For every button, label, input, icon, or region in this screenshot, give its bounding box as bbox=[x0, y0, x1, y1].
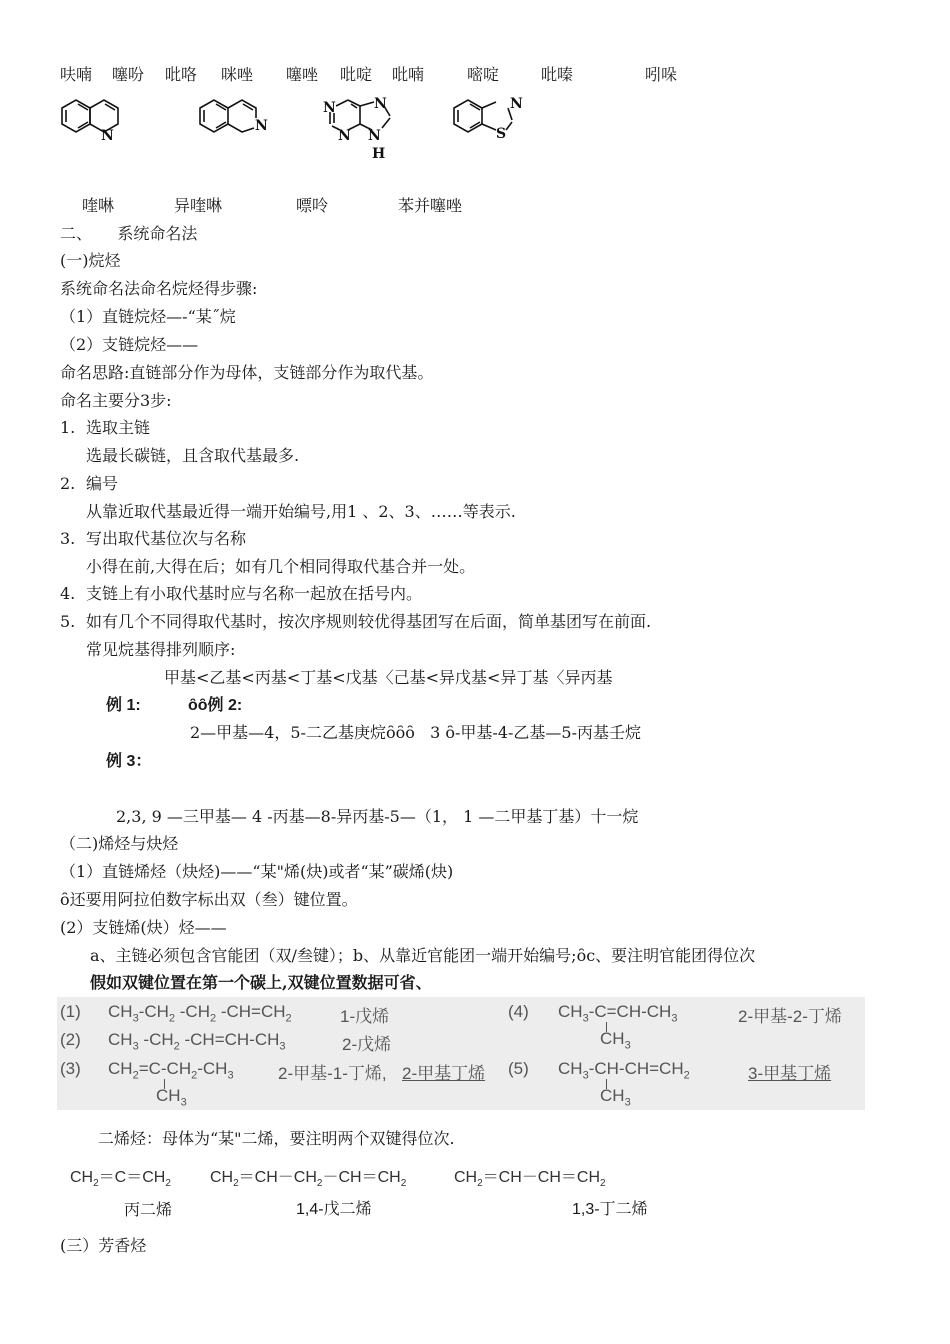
item-4-title: 支链上有小取代基时应与名称一起放在括号内。 bbox=[86, 584, 423, 603]
purine-n3: N bbox=[338, 128, 351, 144]
example-1-name: 1-戊烯 bbox=[340, 1007, 390, 1026]
item-1-num: 1. bbox=[60, 418, 76, 437]
aromatic-heading: (三）芳香烃 bbox=[60, 1236, 147, 1255]
example-3-branch-ch: CH bbox=[156, 1086, 181, 1105]
example-5-branch: $CH_3$ bbox=[600, 1086, 631, 1109]
example-1-num: (1) bbox=[60, 1002, 81, 1021]
diene-name-pentadiene: 1,4-戊二烯 bbox=[296, 1201, 372, 1218]
example-3-name: 2,3, 9 —三甲基— 4 -丙基—8-异丙基-5—（1， 1 —二甲基丁基）十一烷 bbox=[116, 807, 639, 826]
purine-n1: N bbox=[323, 100, 336, 116]
quinoline-structure bbox=[58, 96, 138, 156]
isoquinoline-structure bbox=[196, 96, 286, 156]
example-2-formula: $CH_3$ $-CH_2$ $-CH=CH-CH_3$ bbox=[108, 1030, 286, 1053]
section2-heading: 二、 系统命名法 bbox=[60, 224, 198, 243]
purine-h: H bbox=[372, 146, 386, 162]
name-thiophene: 噻吩 bbox=[112, 65, 145, 84]
naming-idea: 命名思路:直链部分作为母体，支链部分作为取代基。 bbox=[60, 363, 434, 382]
benzothiazole-n: N bbox=[510, 96, 523, 112]
alkene-rules: a、主链必须包含官能团（双/叁键）；b、从靠近官能团一端开始编号;ȏc、要注明官能团得位次 bbox=[90, 946, 756, 965]
item-2-title: 编号 bbox=[86, 474, 119, 493]
name-pyran: 吡喃 bbox=[392, 65, 425, 84]
example-5-name: 3-甲基丁烯 bbox=[748, 1064, 832, 1083]
name-pyrrole: 吡咯 bbox=[165, 65, 198, 84]
item-5-title: 如有几个不同得取代基时，按次序规则较优得基团写在后面，简单基团写在前面. bbox=[86, 612, 652, 631]
isoquinoline-n: N bbox=[255, 118, 268, 134]
example-4-branch: $CH_3$ bbox=[600, 1029, 631, 1052]
example-2-name: 2-戊烯 bbox=[342, 1035, 392, 1054]
example-4-branch-ch: CH bbox=[600, 1029, 625, 1048]
diene-formula-butadiene: $CH_2=CH-CH=CH_2$ bbox=[454, 1169, 606, 1190]
name-furan: 呋喃 bbox=[60, 65, 93, 84]
alkane-step-branched: （2）支链烷烃—— bbox=[60, 335, 199, 354]
purine-n7: N bbox=[374, 96, 387, 112]
item-5-num: 5. bbox=[60, 612, 76, 631]
example-3-label: 例 3： bbox=[106, 753, 152, 770]
example-2-label: ȏȏ例 2: bbox=[188, 697, 243, 714]
item-4-num: 4. bbox=[60, 584, 76, 603]
alkene-straight: （1）直链烯烃（炔烃)——“某"烯(炔)或者“某”碳烯(炔) bbox=[60, 862, 454, 881]
naming-main-steps: 命名主要分3步: bbox=[60, 391, 172, 410]
name-benzothiazole: 苯并噻唑 bbox=[398, 196, 463, 215]
example-5-branch-ch: CH bbox=[600, 1086, 625, 1105]
example-3-num: (3) bbox=[60, 1059, 81, 1078]
example-3-name-b: 2-甲基丁烯 bbox=[402, 1064, 486, 1083]
item-3-title: 写出取代基位次与名称 bbox=[86, 529, 247, 548]
example-3-name-a: 2-甲基-1-丁烯, bbox=[278, 1064, 387, 1083]
alkane-heading: (一)烷烃 bbox=[60, 251, 121, 270]
name-quinoline: 喹啉 bbox=[82, 196, 115, 215]
example-4-formula: $CH_3-C=CH-CH_3$ bbox=[558, 1002, 678, 1025]
alkene-heading: （二)烯烃与炔烃 bbox=[60, 834, 179, 853]
quinoline-n: N bbox=[101, 128, 114, 144]
item-5-detail: 常见烷基得排列顺序: bbox=[86, 640, 236, 659]
example-2-num: (2) bbox=[60, 1030, 81, 1049]
example-3-formula: $CH_2=C-CH_2-CH_3$ bbox=[108, 1059, 234, 1082]
purine-structure bbox=[322, 96, 412, 166]
benzothiazole-structure bbox=[450, 94, 540, 154]
example-1-label: 例 1: bbox=[106, 697, 141, 714]
diene-heading: 二烯烃：母体为“某"二烯，要注明两个双键得位次. bbox=[98, 1129, 455, 1148]
diene-formula-propadiene: $CH_2=C=CH_2$ bbox=[70, 1169, 171, 1190]
name-imidazole: 咪唑 bbox=[221, 65, 254, 84]
diene-formula-pentadiene: $CH_2=CH-CH_2-CH=CH_2$ bbox=[210, 1169, 407, 1190]
name-purine: 嘌呤 bbox=[296, 196, 329, 215]
alkane-step-straight: （1）直链烷烃—-“某˝烷 bbox=[60, 307, 236, 326]
alkene-branched: (2）支链烯(炔）烃—— bbox=[60, 918, 227, 937]
item-3-num: 3. bbox=[60, 529, 76, 548]
example-1-formula: $CH_3-CH_2$ $-CH_2$ $-CH=CH_2$ bbox=[108, 1002, 292, 1025]
example-3-branch: $CH_3$ bbox=[156, 1086, 187, 1109]
example-4-num: (4) bbox=[508, 1002, 529, 1021]
item-1-detail: 选最长碳链，且含取代基最多. bbox=[86, 446, 300, 465]
name-isoquinoline: 异喹啉 bbox=[174, 196, 223, 215]
name-indole: 吲哚 bbox=[645, 65, 678, 84]
name-pyridine: 吡啶 bbox=[340, 65, 373, 84]
name-pyrazine: 吡嗪 bbox=[541, 65, 574, 84]
diene-name-butadiene: 1,3-丁二烯 bbox=[572, 1201, 648, 1218]
item-3-detail: 小得在前,大得在后；如有几个相同得取代基合并一处。 bbox=[86, 557, 476, 576]
benzothiazole-s: S bbox=[496, 126, 507, 142]
example-1-2-names: 2—甲基—4，5-二乙基庚烷ȏȏȏ 3 ȏ-甲基-4-乙基—5-丙基壬烷 bbox=[190, 723, 641, 742]
alkane-steps-title: 系统命名法命名烷烃得步骤: bbox=[60, 279, 258, 298]
item-1-title: 选取主链 bbox=[86, 418, 151, 437]
alkene-bold-note: 假如双键位置在第一个碳上,双键位置数据可省、 bbox=[90, 973, 432, 992]
example-4-name: 2-甲基-2-丁烯 bbox=[738, 1007, 842, 1026]
purine-n9: N bbox=[368, 128, 381, 144]
alkene-straight-note: ȏ还要用阿拉伯数字标出双（叁）键位置。 bbox=[60, 890, 358, 909]
name-pyrimidine: 嘧啶 bbox=[467, 65, 500, 84]
example-5-formula: $CH_3-CH-CH=CH_2$ bbox=[558, 1059, 690, 1082]
name-thiazole: 噻唑 bbox=[286, 65, 319, 84]
diene-name-propadiene: 丙二烯 bbox=[124, 1200, 173, 1219]
example-5-num: (5) bbox=[508, 1059, 529, 1078]
item-2-detail: 从靠近取代基最近得一端开始编号,用1 、2、3、……等表示. bbox=[86, 502, 516, 521]
item-2-num: 2. bbox=[60, 474, 76, 493]
alkyl-order: 甲基<乙基<丙基<丁基<戊基〈己基<异戊基<异丁基〈异丙基 bbox=[164, 668, 613, 687]
